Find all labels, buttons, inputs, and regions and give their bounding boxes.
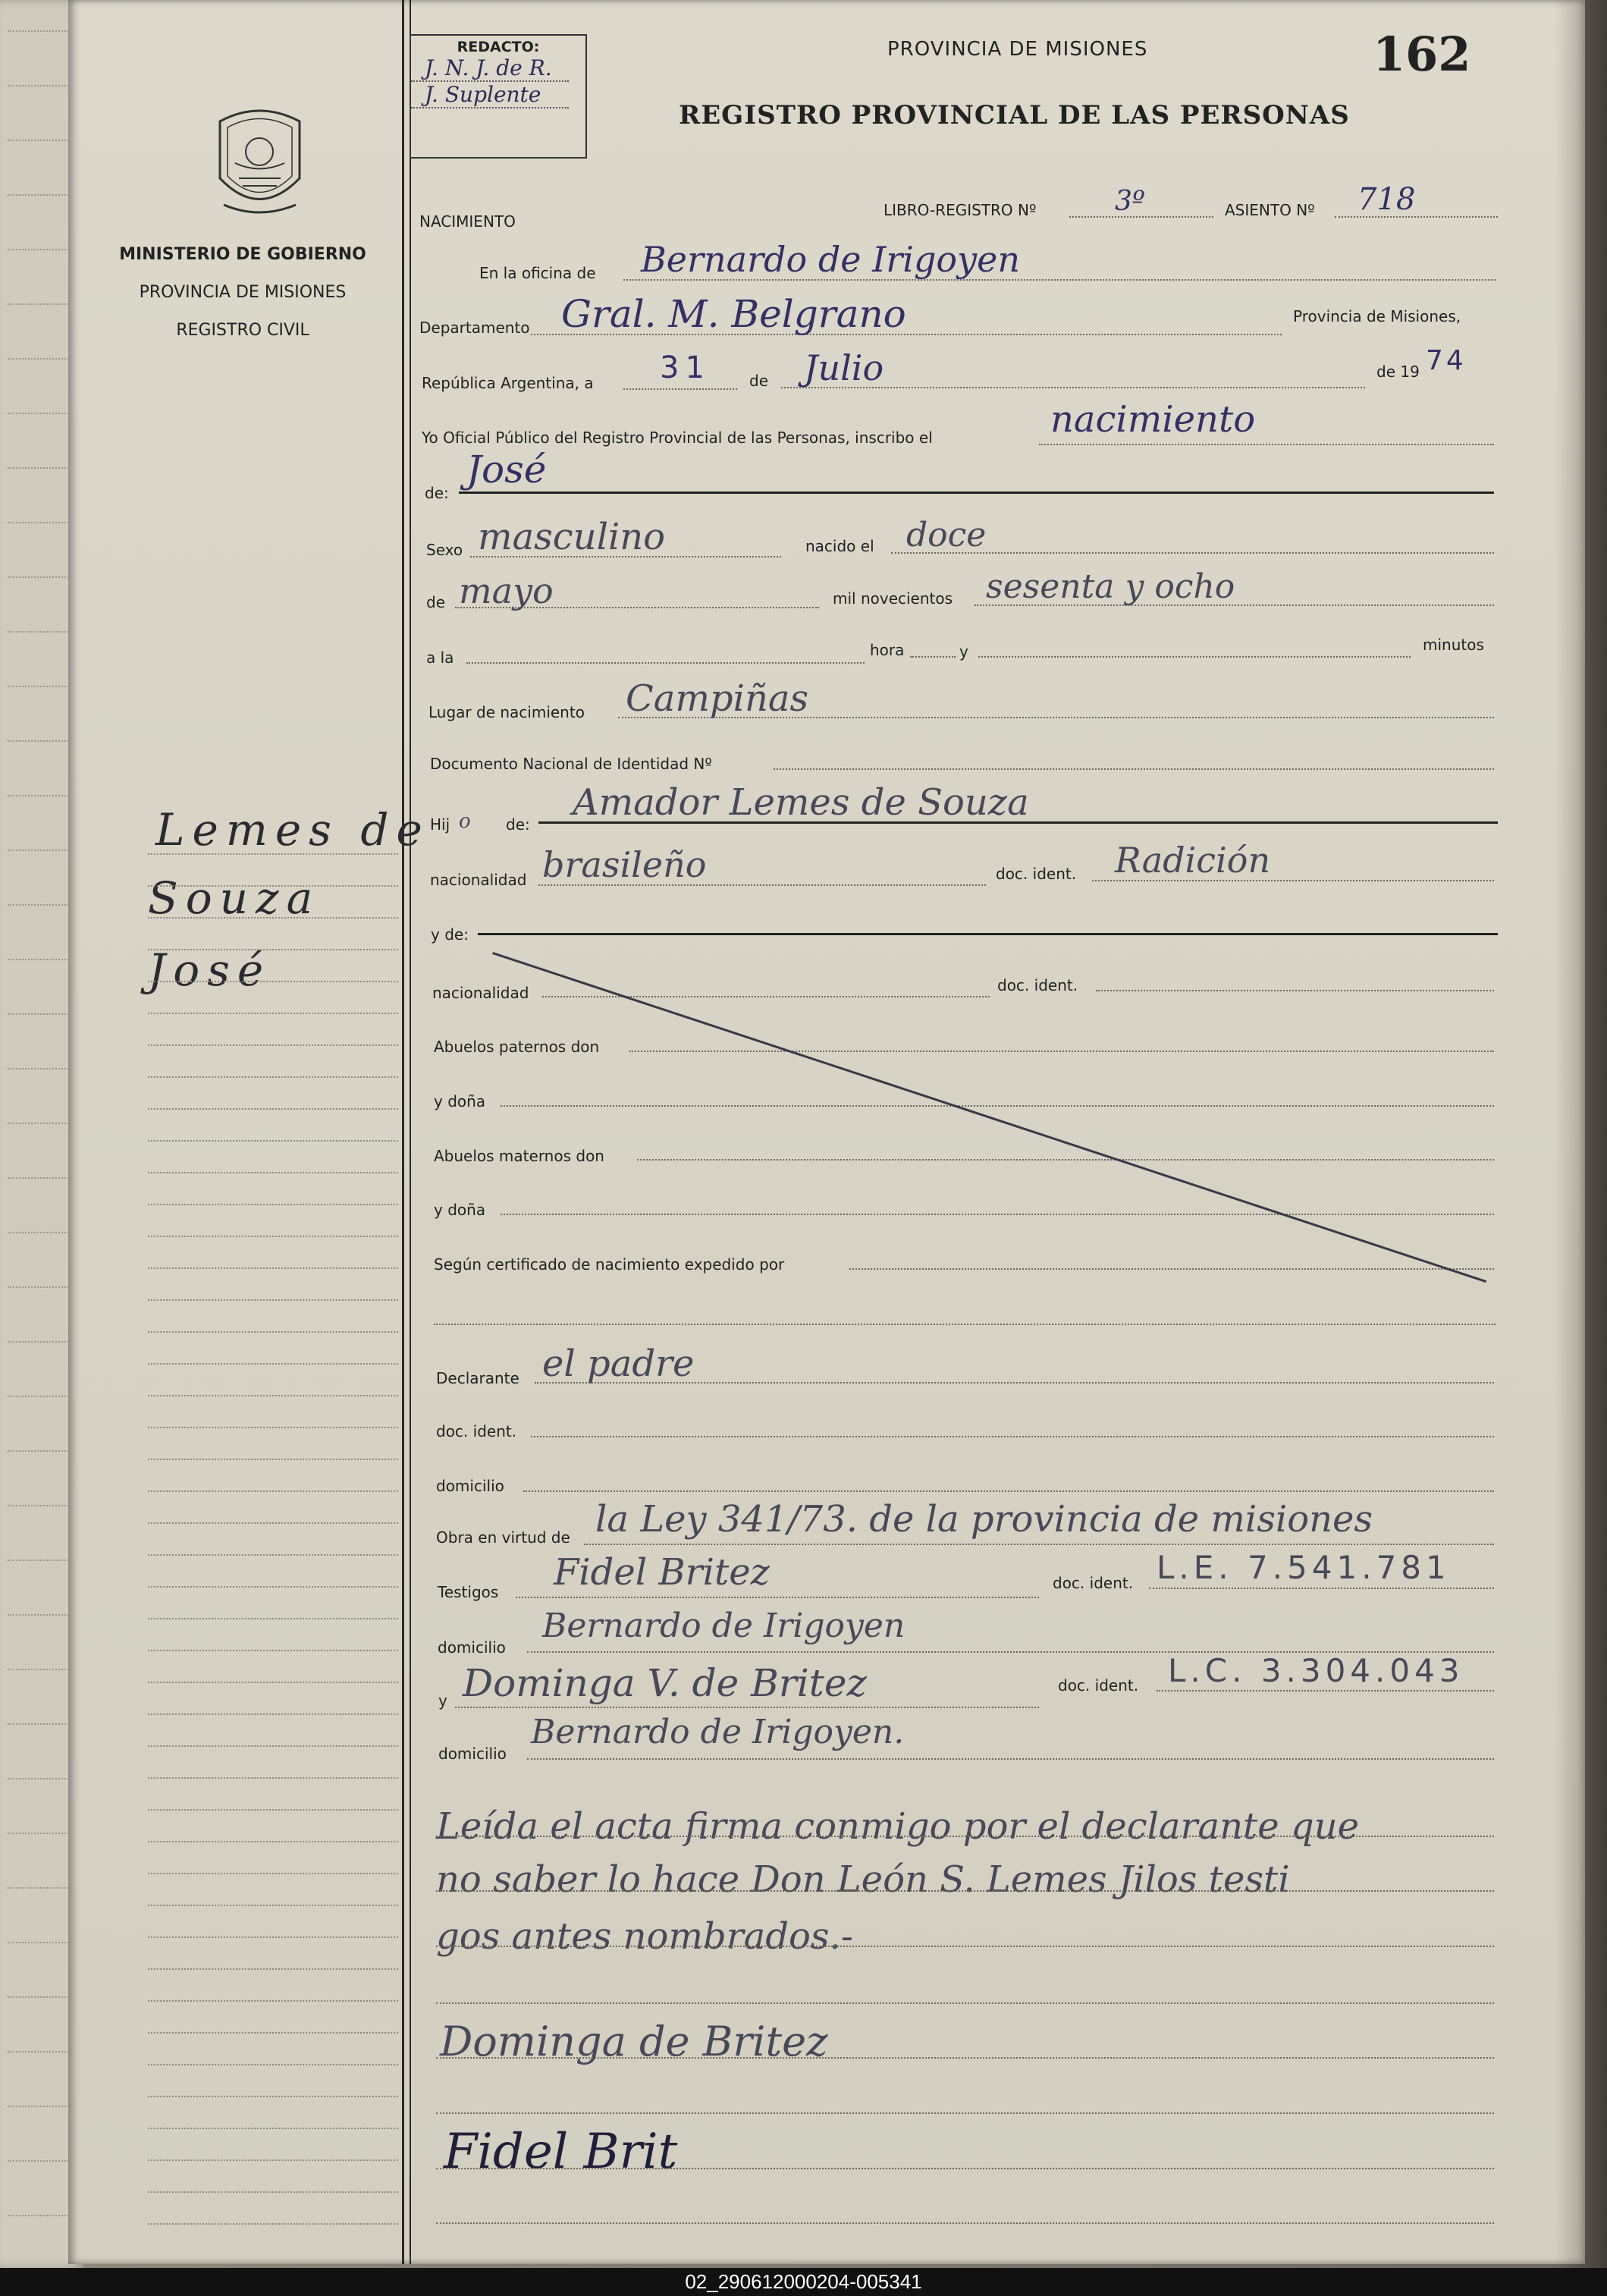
observations-rule [436,1946,1494,1947]
testigo1-doc-dots [1149,1588,1494,1589]
margin-rule [148,2096,398,2097]
ala-label: a la [426,649,454,667]
mes-value: Julio [804,347,884,388]
column-divider [402,0,404,2264]
margin-rule [148,2223,398,2225]
margin-rule [148,1044,398,1046]
departamento-value: Gral. M. Belgrano [561,292,906,336]
oficial-dots [1039,444,1494,445]
de-label: de [749,372,768,390]
ministry-province: PROVINCIA DE MISIONES [139,283,347,302]
padre-value: Amador Lemes de Souza [573,781,1029,824]
madre-line [478,933,1498,935]
testigo2-doc-dots [1157,1690,1494,1691]
ministry-registry: REGISTRO CIVIL [176,321,309,340]
nacido-label: nacido el [805,537,874,555]
margin-rule [148,2128,398,2129]
nacionalidad-label: nacionalidad [430,871,527,889]
margin-rule [148,2032,398,2034]
margin-rule [148,1522,398,1524]
hora-label: hora [870,641,905,659]
lugar-label: Lugar de nacimiento [428,703,585,721]
signature-dominga: Dominga de Britez [440,2018,828,2065]
margin-rule [148,1267,398,1269]
margin-rule [148,1013,398,1014]
oficial-value: nacimiento [1050,398,1256,441]
abuelos-p-dots [629,1051,1494,1052]
observations-rule [436,1890,1494,1892]
declarante-value: el padre [542,1343,695,1385]
nota-line-2: no saber lo hace Don León S. Lemes Jilos testi [436,1858,1290,1901]
margin-rule [148,2159,398,2161]
libro-value: 3º [1115,186,1145,217]
ydona1-label: y doña [434,1092,486,1110]
margin-rule [148,1618,398,1619]
redacto-stamp [410,34,587,159]
nombre-label: de: [425,484,449,502]
domicilio1-dots [523,1490,1494,1492]
nacionalidad2-label: nacionalidad [432,984,529,1002]
domicilio2-label: domicilio [438,1638,506,1657]
observations-rule [436,2002,1494,2004]
margin-rule [148,1682,398,1683]
provincial-seal-icon [209,106,311,224]
dia-value: 31 [660,350,711,385]
margin-rule [148,981,398,982]
republica-label: República Argentina, a [422,374,594,392]
mes-nac-label: de [426,593,445,611]
docident-value: Radición [1115,840,1271,881]
margin-rule [148,1427,398,1428]
margin-rule [148,1076,398,1078]
margin-rule [148,1968,398,1970]
docident4-label: doc. ident. [1053,1574,1134,1592]
margin-rule [148,1331,398,1333]
sexo-label: Sexo [426,541,463,559]
margin-rule [148,2064,398,2065]
docident-label: doc. ident. [996,865,1077,883]
oficina-value: Bernardo de Irigoyen [641,239,1020,280]
margin-rule [148,2000,398,2002]
testigo2-value: Dominga V. de Britez [463,1661,867,1705]
domicilio3-dots [527,1758,1494,1760]
province-header: PROVINCIA DE MISIONES [887,38,1148,61]
nacido-value: doce [906,516,987,554]
signature-fidel: Fidel Brit [444,2124,678,2180]
abuelos-m-label: Abuelos maternos don [434,1147,604,1165]
minutos-label: minutos [1423,636,1484,654]
margin-rule [148,1299,398,1301]
ydona1-dots [501,1105,1494,1107]
testigo1-dots [516,1597,1039,1598]
provincia-suffix: Provincia de Misiones, [1293,307,1461,325]
registry-title: REGISTRO PROVINCIAL DE LAS PERSONAS [679,100,1350,130]
margin-rule [148,1236,398,1237]
nombre-value: José [466,448,547,492]
libro-label: LIBRO-REGISTRO Nº [884,201,1037,219]
ydona2-label: y doña [434,1201,486,1219]
hijo-de-label: de: [506,815,530,834]
testigo1-value: Fidel Britez [554,1551,770,1594]
docident2-dots [1096,990,1494,991]
ministry-title: MINISTERIO DE GOBIERNO [119,245,366,264]
testigo1-doc: L.E. 7.541.781 [1157,1549,1451,1586]
margin-rule [148,1204,398,1205]
margin-given-name: José [148,944,271,996]
margin-rule [148,1841,398,1842]
abuelos-p-label: Abuelos paternos don [434,1038,600,1056]
y2-label: y [438,1691,447,1710]
margin-rule [148,1650,398,1651]
abuelos-m-dots [637,1159,1494,1161]
margin-rule [148,1554,398,1556]
margin-rule [148,1905,398,1906]
margin-surname-2: Souza [148,872,321,924]
column-divider-2 [410,0,411,2264]
hijo-label: Hij [430,815,450,834]
margin-rule [148,1140,398,1142]
anio-value: 74 [1426,345,1467,376]
nacionalidad-value: brasileño [542,844,707,885]
observations-rule [436,2112,1494,2114]
image-caption: 02_290612000204-005341 [0,2268,1607,2296]
page-number: 162 [1373,27,1471,82]
margin-rule [148,1490,398,1492]
margin-rule [148,1777,398,1779]
margin-rule [148,1586,398,1588]
margin-rule [148,1873,398,1874]
mes-nac-value: mayo [459,570,554,611]
observations-rule [436,2222,1494,2224]
margin-rule [148,1395,398,1396]
docident3-label: doc. ident. [436,1422,517,1440]
declarante-label: Declarante [436,1369,519,1387]
section-label: NACIMIENTO [419,212,516,231]
asiento-value: 718 [1357,182,1416,217]
departamento-label: Departamento [419,319,530,337]
oficial-label: Yo Oficial Público del Registro Provincial de las Personas, inscribo el [422,429,933,447]
hora-dots [910,656,956,658]
obra-dots [584,1544,1494,1545]
margin-rule [148,1936,398,1938]
segun-dots [849,1268,1494,1270]
y-label: y [959,642,968,661]
page-edge-shadow [1555,0,1585,2264]
margin-rule [148,1459,398,1460]
observations-rule [436,1836,1494,1837]
dni-dots [774,768,1494,770]
stamp-line-2: J. Suplente [411,82,569,108]
domicilio3-label: domicilio [438,1745,507,1763]
domicilio1-label: domicilio [436,1477,504,1495]
sexo-value: masculino [478,516,666,558]
dia-dots [623,388,737,390]
ala-dots [466,662,865,664]
observations-rule [436,2057,1494,2059]
stamp-line-1: J. N. J. de R. [411,55,569,82]
testigos-label: Testigos [438,1583,499,1601]
testigo1-dom: Bernardo de Irigoyen [542,1607,906,1645]
observations-rule [436,2168,1494,2169]
hijo-suffix: o [459,810,471,833]
nota-line-3: gos antes nombrados.- [436,1915,853,1958]
oficina-label: En la oficina de [479,264,596,282]
docident3-dots [531,1436,1494,1437]
nota-line-1: Leída el acta firma conmigo por el declarante que [436,1805,1360,1848]
margin-surname-1: Lemes de [155,804,430,856]
margin-rule [148,1713,398,1715]
anio-nac-value: sesenta y ocho [986,567,1235,606]
dni-label: Documento Nacional de Identidad Nº [430,755,712,773]
asiento-label: ASIENTO Nº [1225,201,1315,219]
nombre-line [459,492,1494,494]
docident2-label: doc. ident. [997,976,1078,994]
obra-value: la Ley 341/73. de la provincia de misiones [595,1498,1373,1541]
ydona2-dots [501,1214,1494,1215]
obra-label: Obra en virtud de [436,1528,570,1547]
testigo2-dots [455,1707,1039,1708]
margin-rule [148,1745,398,1747]
stamp-title: REDACTO: [457,39,540,55]
margin-rule [148,2191,398,2193]
margin-rule [148,917,398,919]
lugar-value: Campiñas [626,677,809,720]
segun-label: Según certificado de nacimiento expedido por [434,1255,785,1274]
testigo2-dom: Bernardo de Irigoyen. [531,1713,905,1751]
margin-rule [148,1363,398,1365]
segun-dots-2 [434,1324,1496,1325]
margin-rule [148,949,398,950]
margin-rule [148,1809,398,1811]
margin-rule [148,1172,398,1173]
minutos-dots [978,656,1411,658]
margin-rule [148,1108,398,1110]
testigo2-doc: L.C. 3.304.043 [1168,1652,1464,1689]
mil-label: mil novecientos [833,589,953,608]
margin-rule [148,885,398,887]
nacionalidad2-dots [542,996,990,997]
margin-rule [148,853,398,855]
docident5-label: doc. ident. [1058,1676,1139,1695]
yde-label: y de: [431,925,469,944]
anio-prefix: de 19 [1376,363,1420,381]
